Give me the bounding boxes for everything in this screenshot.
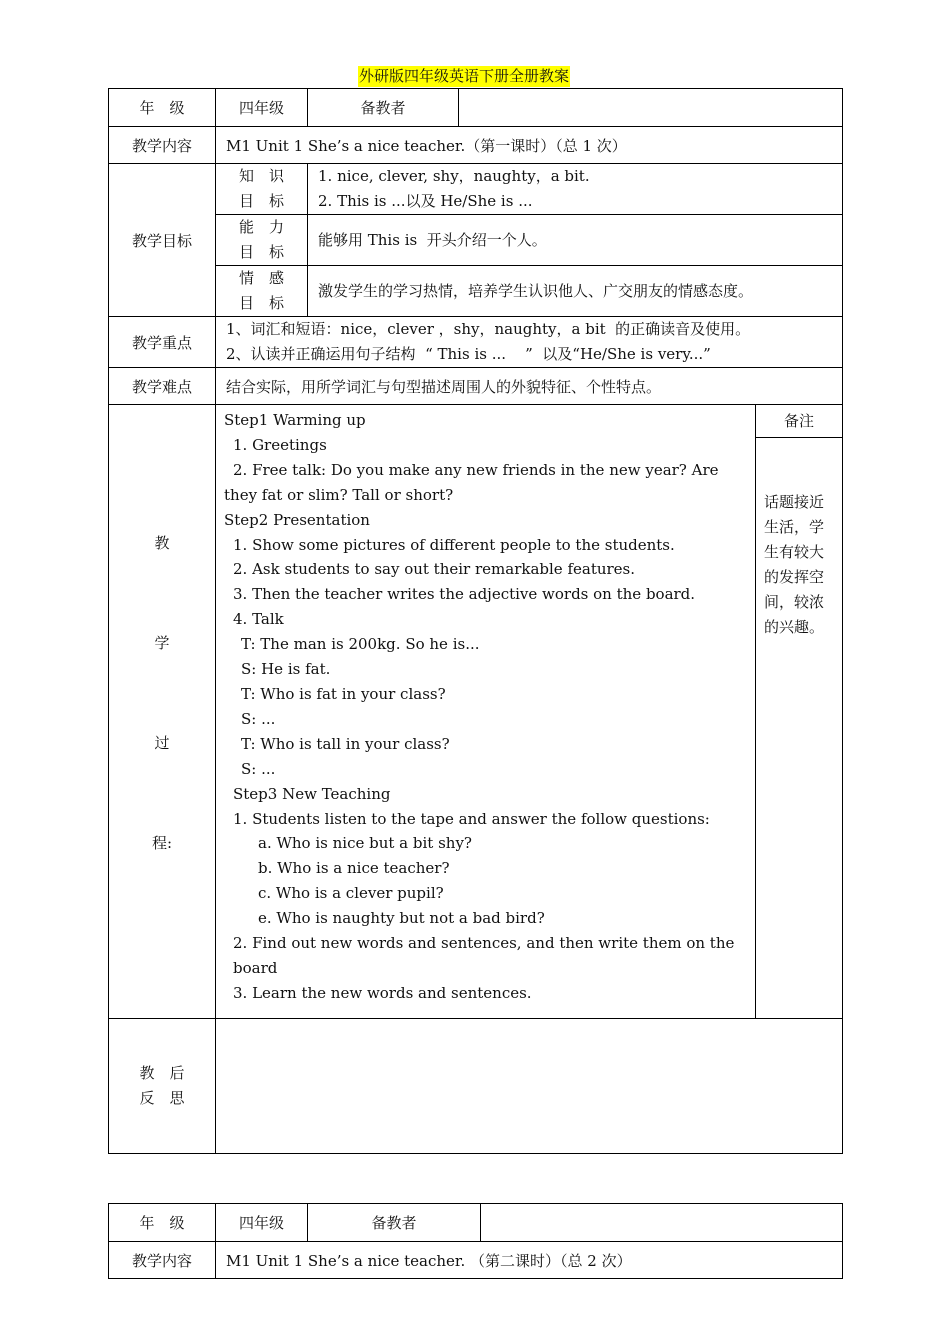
note-line: 间，较浓 (764, 593, 825, 611)
process-line: 1. Show some pictures of different people to the students. (233, 535, 675, 554)
goals-label: 教学目标 (109, 164, 216, 317)
key-points-value (216, 317, 843, 368)
process-line: 3. Learn the new words and sentences. (233, 983, 532, 1002)
process-line: T: Who is tall in your class? (241, 734, 450, 753)
process-line: 2. Ask students to say out their remarkable features. (233, 560, 636, 579)
key-points-label: 教学重点 (109, 317, 216, 368)
notes-body (756, 438, 842, 640)
process-line: 1. Greetings (233, 435, 327, 454)
preparer-label: 备教者 (308, 1204, 481, 1242)
preparer-label: 备教者 (308, 89, 459, 127)
grade-value: 四年级 (216, 89, 308, 127)
process-line: Step3 New Teaching (233, 784, 391, 803)
note-line: 生有较大 (764, 543, 825, 561)
note-line: 的发挥空 (764, 568, 825, 586)
lesson-plan-table-1 (108, 88, 843, 1154)
process-line: Step2 Presentation (224, 510, 370, 529)
note-line: 话题接近 (764, 493, 825, 511)
goal-ability-label-line: 能 力 (238, 218, 284, 236)
process-line: e. Who is naughty but not a bad bird? (258, 909, 545, 928)
goal-knowledge-line: 2. This is ...以及 He/She is ... (318, 192, 533, 210)
document-title: 外研版四年级英语下册全册教案 (359, 67, 570, 85)
key-point-line: 2、认读并正确运用句子结构 “ This is ... ” 以及“He/She is very...” (226, 345, 711, 363)
grade-label: 年 级 (109, 1204, 216, 1242)
difficulty-label: 教学难点 (109, 368, 216, 405)
process-line (224, 458, 747, 508)
note-line: 生活，学 (764, 518, 825, 536)
preparer-value (459, 89, 843, 127)
process-line: S: ... (241, 709, 276, 728)
goal-knowledge-label-line: 知 识 (238, 167, 284, 185)
process-line: 2. Find out new words and sentences, and then write them on the board (233, 934, 735, 977)
preparer-value (481, 1204, 843, 1242)
content-label: 教学内容 (109, 1242, 216, 1279)
content-value: M1 Unit 1 She’s a nice teacher.（第一课时）（总 1 次） (216, 127, 843, 164)
grade-label: 年 级 (109, 89, 216, 127)
goal-emotion-line: 激发学生的学习热情，培养学生认识他人、广交朋友的情感态度。 (318, 281, 754, 300)
goal-ability-line: 能够用 This is 开头介绍一个人。 (318, 230, 547, 249)
reflection-value (216, 1019, 843, 1154)
content-value: M1 Unit 1 She’s a nice teacher. （第二课时）（总 2 次） (216, 1242, 843, 1279)
process-line: b. Who is a nice teacher? (258, 859, 450, 878)
process-line: c. Who is a clever pupil? (258, 884, 444, 903)
process-line: S: He is fat. (241, 660, 331, 679)
reflection-label-line: 反 思 (139, 1089, 185, 1107)
goal-emotion-label-line: 情 感 (238, 269, 284, 287)
goal-emotion-value (308, 266, 843, 317)
process-label (109, 405, 216, 1019)
process-label-char: 学 (154, 633, 170, 652)
process-line: a. Who is nice but a bit shy? (258, 834, 472, 853)
notes-column (756, 405, 843, 1019)
goal-knowledge-label (216, 164, 308, 215)
goal-ability-label (216, 215, 308, 266)
goal-knowledge-label-line: 目 标 (238, 192, 284, 210)
note-line: 的兴趣。 (764, 618, 825, 636)
reflection-label (109, 1019, 216, 1154)
process-content (216, 405, 756, 1019)
process-line: S: ... (241, 759, 276, 778)
lesson-plan-table-2 (108, 1203, 843, 1279)
key-point-line: 1、词汇和短语：nice，clever ，shy，naughty，a bit 的正确读音及使用。 (226, 320, 751, 338)
process-label-char: 程: (151, 833, 173, 852)
grade-value: 四年级 (216, 1204, 308, 1242)
process-line: Step1 Warming up (224, 411, 366, 429)
process-label-char: 过 (154, 733, 170, 752)
goal-knowledge-value (308, 164, 843, 215)
difficulty-value: 结合实际，用所学词汇与句型描述周围人的外貌特征、个性特点。 (216, 368, 843, 405)
process-line: 3. Then the teacher writes the adjective words on the board. (233, 585, 696, 604)
process-line: T: The man is 200kg. So he is... (241, 635, 480, 654)
goal-ability-value (308, 215, 843, 266)
content-label: 教学内容 (109, 127, 216, 164)
notes-label: 备注 (756, 405, 842, 438)
goal-emotion-label-line: 目 标 (238, 294, 284, 312)
goal-ability-label-line: 目 标 (238, 243, 284, 261)
process-line-text: 2. Free talk: Do you make any new friends in the new year? Are they fat or slim? Tall or short? (224, 460, 719, 504)
process-label-char: 教 (154, 533, 170, 552)
process-line: T: Who is fat in your class? (241, 684, 446, 703)
reflection-label-line: 教 后 (139, 1064, 185, 1082)
goal-knowledge-line: 1. nice, clever, shy，naughty，a bit. (318, 167, 590, 185)
process-line: 1. Students listen to the tape and answer the follow questions: (233, 809, 710, 828)
process-line: 4. Talk (233, 610, 284, 629)
goal-emotion-label (216, 266, 308, 317)
